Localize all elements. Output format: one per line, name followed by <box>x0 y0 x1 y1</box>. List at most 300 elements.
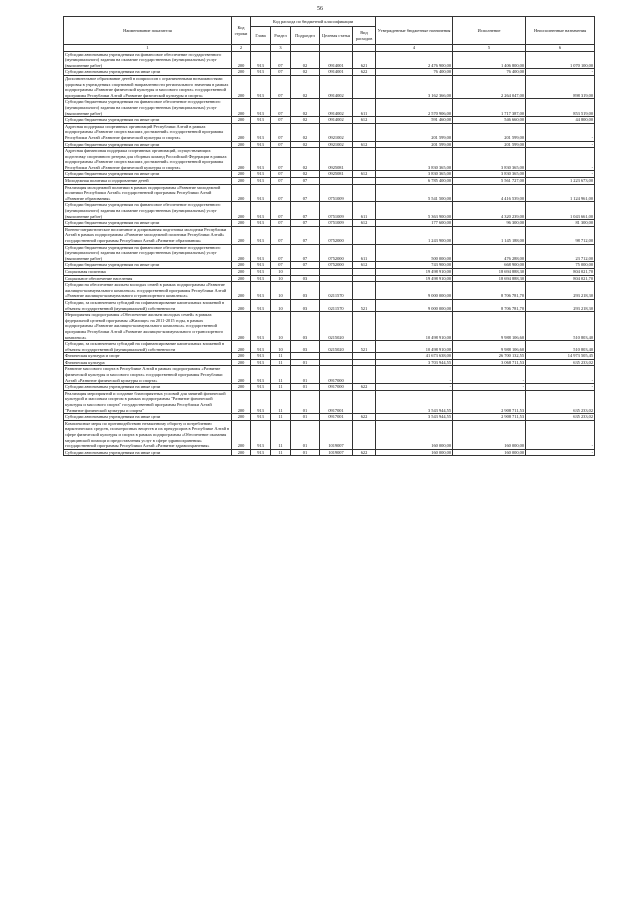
cell-chapter: 913 <box>251 366 271 384</box>
cell-row-code: 200 <box>232 390 251 413</box>
cell-executed: 2 264 047,00 <box>453 75 526 98</box>
cell-section: 10 <box>271 282 291 300</box>
cell-subsection: 07 <box>291 202 320 220</box>
cell-executed: 546 660,00 <box>453 117 526 124</box>
cell-row-code: 200 <box>232 341 251 353</box>
cell-section: 07 <box>271 123 291 141</box>
cell-executed: - <box>453 384 526 391</box>
cell-subsection: 07 <box>291 262 320 269</box>
cell-section: 11 <box>271 390 291 413</box>
cell-chapter: 913 <box>251 220 271 227</box>
cell-name: Субсидии автономным учреждениям на иные цели <box>64 69 232 76</box>
cell-section: 11 <box>271 359 291 366</box>
cell-name: Социальная политика <box>64 268 232 275</box>
index-cell: 6 <box>526 45 595 52</box>
cell-name: Субсидии бюджетным учреждениям на иные цели <box>64 117 232 124</box>
cell-row-code: 200 <box>232 220 251 227</box>
cell-exp-type: 611 <box>353 99 376 117</box>
cell-unexecuted: 44 800,00 <box>526 117 595 124</box>
cell-subsection: 01 <box>291 384 320 391</box>
cell-row-code: 200 <box>232 282 251 300</box>
cell-chapter: 913 <box>251 414 271 421</box>
cell-chapter: 913 <box>251 449 271 456</box>
table-row <box>64 268 595 275</box>
cell-chapter: 913 <box>251 359 271 366</box>
cell-name: Адресная поддержка спортивных организаций Республики Алтай в рамках подпрограммы «Развитие спорта высших достижений» государственной программы Республики Алтай «Развитие физической культуры и спорта» <box>64 123 232 141</box>
cell-subsection: 02 <box>291 123 320 141</box>
cell-name: Субсидии автономным учреждениям на финансовое обеспечение государственного (муниципального) задания на оказание государственных (муниципальных) услуг (выполнение работ) <box>64 51 232 69</box>
cell-approved: 3 703 944,55 <box>376 359 453 366</box>
cell-unexecuted: - <box>526 141 595 148</box>
cell-executed: 9 988 106,60 <box>453 341 526 353</box>
cell-name: Физическая культура <box>64 359 232 366</box>
cell-approved: 2 570 906,00 <box>376 99 453 117</box>
cell-approved: 500 000,00 <box>376 244 453 262</box>
cell-name: Субсидии бюджетным учреждениям на иные цели <box>64 220 232 227</box>
cell-subsection: 07 <box>291 226 320 244</box>
cell-unexecuted: 1 070 100,00 <box>526 51 595 69</box>
cell-section: 07 <box>271 226 291 244</box>
cell-approved: 19 498 910,00 <box>376 268 453 275</box>
cell-section: 10 <box>271 341 291 353</box>
cell-exp-type <box>353 359 376 366</box>
cell-section: 07 <box>271 51 291 69</box>
cell-chapter: 913 <box>251 420 271 449</box>
cell-subsection: 02 <box>291 75 320 98</box>
table-row <box>64 244 595 262</box>
cell-approved: 160 000,00 <box>376 449 453 456</box>
cell-approved: 41 673 638,00 <box>376 353 453 360</box>
cell-unexecuted: 14 973 505,45 <box>526 353 595 360</box>
cell-executed: 2 908 711,53 <box>453 390 526 413</box>
cell-name: Субсидии бюджетным учреждениям на финансовое обеспечение государственного (муниципального) задания на оказание государственных (муниципальных) услуг (выполнение работ) <box>64 244 232 262</box>
cell-exp-type <box>353 178 376 185</box>
cell-chapter: 913 <box>251 99 271 117</box>
cell-target: 0921002 <box>320 123 353 141</box>
cell-name: Субсидии бюджетным учреждениям на иные цели <box>64 171 232 178</box>
cell-row-code: 200 <box>232 299 251 311</box>
header-unexecuted: Неисполненные назначения <box>526 17 595 45</box>
cell-approved: 3 543 944,55 <box>376 414 453 421</box>
cell-chapter: 913 <box>251 312 271 341</box>
cell-approved: 3 162 366,00 <box>376 75 453 98</box>
cell-section: 07 <box>271 141 291 148</box>
cell-section: 11 <box>271 384 291 391</box>
cell-unexecuted: 23 712,00 <box>526 244 595 262</box>
cell-approved: 177 600,00 <box>376 220 453 227</box>
cell-approved: 6 785 400,00 <box>376 178 453 185</box>
cell-target <box>320 178 353 185</box>
cell-row-code: 200 <box>232 420 251 449</box>
table-row <box>64 384 595 391</box>
cell-exp-type <box>353 420 376 449</box>
cell-unexecuted: 898 319,00 <box>526 75 595 98</box>
cell-executed: 4 320 239,00 <box>453 202 526 220</box>
cell-name: Субсидии, за исключением субсидий на софинансирование капитальных вложений в объекты государственной (муниципальной) собственности <box>64 299 232 311</box>
cell-approved: - <box>376 384 453 391</box>
cell-section: 07 <box>271 117 291 124</box>
cell-chapter: 913 <box>251 171 271 178</box>
cell-unexecuted: - <box>526 366 595 384</box>
cell-target: 0917001 <box>320 390 353 413</box>
cell-target <box>320 353 353 360</box>
table-row <box>64 366 595 384</box>
cell-section: 07 <box>271 220 291 227</box>
cell-subsection: 02 <box>291 141 320 148</box>
cell-subsection <box>291 268 320 275</box>
cell-row-code: 200 <box>232 275 251 282</box>
table-row <box>64 341 595 353</box>
table-row <box>64 148 595 171</box>
cell-executed: 668 900,00 <box>453 262 526 269</box>
cell-name: Молодежная политика и оздоровление детей <box>64 178 232 185</box>
cell-name: Субсидии на обеспечение жильем молодых семей в рамках подпрограммы «Развитие жилищно-коммунального комплекса» государственной программы Республики Алтай «Развитие жилищно-коммунального и транспортного комплекса» <box>64 282 232 300</box>
cell-unexecuted: 635 233,02 <box>526 359 595 366</box>
cell-unexecuted: - <box>526 384 595 391</box>
cell-target: 0751009 <box>320 202 353 220</box>
cell-target: 0211570 <box>320 299 353 311</box>
cell-subsection: 02 <box>291 51 320 69</box>
cell-approved: 1 243 900,00 <box>376 226 453 244</box>
cell-name: Адресная финансовая поддержка спортивных организаций, осуществляющих подготовку спортивного резерва для сборных команд Российской Федерации в рамках подпрограммы «Развитие спорта высших достижений» государственной программы Республики Алтай «Развитие физической культуры и спорта» <box>64 148 232 171</box>
cell-target: 0914002 <box>320 75 353 98</box>
cell-approved: 10 498 910,00 <box>376 312 453 341</box>
table-row <box>64 353 595 360</box>
cell-subsection: 03 <box>291 299 320 311</box>
table-row <box>64 299 595 311</box>
cell-row-code: 200 <box>232 414 251 421</box>
cell-row-code: 200 <box>232 75 251 98</box>
cell-exp-type <box>353 282 376 300</box>
cell-name: Развитие массового спорта в Республике Алтай в рамках подпрограммы «Развитие физической культуры и массового спорта» государственной программы Республики Алтай «Развитие физической культуры и спорта» <box>64 366 232 384</box>
cell-row-code: 200 <box>232 359 251 366</box>
cell-executed: - <box>453 366 526 384</box>
cell-unexecuted: - <box>526 420 595 449</box>
table-row <box>64 75 595 98</box>
cell-executed: 18 694 888,30 <box>453 268 526 275</box>
cell-unexecuted: - <box>526 148 595 171</box>
table-row <box>64 69 595 76</box>
cell-exp-type <box>353 275 376 282</box>
cell-name: Субсидии бюджетным учреждениям на иные цели <box>64 262 232 269</box>
cell-executed: 8 706 781,70 <box>453 282 526 300</box>
cell-chapter: 913 <box>251 282 271 300</box>
cell-name: Субсидии бюджетным учреждениям на финансовое обеспечение государственного (муниципального) задания на оказание государственных (муниципальных) услуг (выполнение работ) <box>64 99 232 117</box>
cell-approved: - <box>376 366 453 384</box>
cell-exp-type: 611 <box>353 244 376 262</box>
cell-section: 07 <box>271 171 291 178</box>
cell-section: 11 <box>271 420 291 449</box>
cell-unexecuted: 635 233,02 <box>526 414 595 421</box>
table-row <box>64 414 595 421</box>
cell-name: Военно-патриотическое воспитание и допризывная подготовка молодежи Республики Алтай в рамках подпрограммы «Развитие молодежной политики Республики Алтай» государственной программы Республики Алтай «Развитие образования» <box>64 226 232 244</box>
cell-approved: 201 599,00 <box>376 123 453 141</box>
table-row <box>64 117 595 124</box>
cell-unexecuted: - <box>526 123 595 141</box>
cell-unexecuted: 804 021,70 <box>526 268 595 275</box>
cell-name: Мероприятия подпрограммы «Обеспечение жильем молодых семей» в рамках федеральной целевой программы «Жилище» на 2011-2015 годы, в рамках подпрограммы «Развитие жилищно-коммунального комплекса» государственной программы Республики Алтай «Развитие жилищно-коммунального и транспортного комплекса» <box>64 312 232 341</box>
table-row <box>64 178 595 185</box>
cell-target: 0752000 <box>320 262 353 269</box>
cell-target: 0914002 <box>320 117 353 124</box>
cell-row-code: 200 <box>232 51 251 69</box>
cell-approved: 743 900,00 <box>376 262 453 269</box>
index-cell: 5 <box>453 45 526 52</box>
cell-subsection: 01 <box>291 359 320 366</box>
cell-executed: 1 145 188,00 <box>453 226 526 244</box>
cell-target: 0215020 <box>320 312 353 341</box>
table-row <box>64 123 595 141</box>
cell-target: 0215020 <box>320 341 353 353</box>
index-cell <box>353 45 376 52</box>
cell-unexecuted: 1 043 661,00 <box>526 202 595 220</box>
cell-chapter: 913 <box>251 51 271 69</box>
table-row <box>64 275 595 282</box>
table-row <box>64 171 595 178</box>
cell-executed: 2 908 711,53 <box>453 414 526 421</box>
cell-section: 07 <box>271 75 291 98</box>
cell-subsection: 07 <box>291 178 320 185</box>
index-cell: 2 <box>232 45 251 52</box>
header-row-code: Код строки <box>232 17 251 45</box>
cell-exp-type <box>353 366 376 384</box>
cell-executed: 3 830 365,00 <box>453 171 526 178</box>
cell-section: 07 <box>271 244 291 262</box>
cell-approved: 2 476 900,00 <box>376 51 453 69</box>
cell-name: Субсидии автономным учреждениям на иные цели <box>64 449 232 456</box>
cell-chapter: 913 <box>251 184 271 202</box>
header-approved: Утвержденные бюджетные назначения <box>376 17 453 45</box>
cell-row-code: 200 <box>232 178 251 185</box>
cell-exp-type: 612 <box>353 220 376 227</box>
cell-section: 07 <box>271 178 291 185</box>
cell-chapter: 913 <box>251 262 271 269</box>
cell-section: 11 <box>271 414 291 421</box>
cell-name: Субсидии автономным учреждениям на иные цели <box>64 414 232 421</box>
cell-executed: 1 406 800,00 <box>453 51 526 69</box>
cell-row-code: 200 <box>232 99 251 117</box>
cell-chapter: 913 <box>251 123 271 141</box>
cell-subsection: 02 <box>291 117 320 124</box>
table-row <box>64 99 595 117</box>
index-cell: 4 <box>376 45 453 52</box>
cell-target: 0921002 <box>320 141 353 148</box>
cell-approved: 9 000 000,00 <box>376 299 453 311</box>
cell-executed: 18 694 888,30 <box>453 275 526 282</box>
cell-unexecuted: 293 218,30 <box>526 299 595 311</box>
cell-approved: 10 498 910,00 <box>376 341 453 353</box>
table-row <box>64 449 595 456</box>
cell-chapter: 913 <box>251 268 271 275</box>
cell-chapter: 913 <box>251 178 271 185</box>
cell-unexecuted: 635 233,02 <box>526 390 595 413</box>
cell-target: 0751009 <box>320 220 353 227</box>
cell-exp-type <box>353 226 376 244</box>
cell-executed: 476 288,00 <box>453 244 526 262</box>
cell-executed: 76 400,00 <box>453 69 526 76</box>
cell-executed: 5 561 727,00 <box>453 178 526 185</box>
cell-chapter: 913 <box>251 69 271 76</box>
cell-chapter: 913 <box>251 275 271 282</box>
cell-row-code: 200 <box>232 148 251 171</box>
cell-unexecuted: 1 223 673,00 <box>526 178 595 185</box>
cell-row-code: 200 <box>232 353 251 360</box>
cell-row-code: 200 <box>232 184 251 202</box>
cell-section: 11 <box>271 366 291 384</box>
cell-approved: 19 498 910,00 <box>376 275 453 282</box>
cell-executed: 1 717 387,00 <box>453 99 526 117</box>
cell-unexecuted: 293 218,30 <box>526 282 595 300</box>
cell-section: 10 <box>271 268 291 275</box>
cell-target: 0914001 <box>320 51 353 69</box>
cell-section: 07 <box>271 202 291 220</box>
cell-section: 07 <box>271 99 291 117</box>
cell-name: Субсидии бюджетным учреждениям на иные цели <box>64 141 232 148</box>
cell-approved: 5 541 500,00 <box>376 184 453 202</box>
cell-target: 1019007 <box>320 449 353 456</box>
cell-unexecuted: 510 803,40 <box>526 312 595 341</box>
cell-name: Субсидии автономным учреждениям на иные цели <box>64 384 232 391</box>
cell-target: 1019007 <box>320 420 353 449</box>
header-section: Раздел <box>271 27 291 45</box>
cell-approved: 3 830 365,00 <box>376 171 453 178</box>
cell-row-code: 200 <box>232 244 251 262</box>
index-cell <box>320 45 353 52</box>
cell-executed: 3 830 365,00 <box>453 148 526 171</box>
cell-target: 0917000 <box>320 384 353 391</box>
cell-subsection: 07 <box>291 220 320 227</box>
cell-exp-type: 521 <box>353 299 376 311</box>
cell-section: 10 <box>271 312 291 341</box>
cell-approved: 5 363 900,00 <box>376 202 453 220</box>
cell-exp-type: 622 <box>353 414 376 421</box>
cell-chapter: 913 <box>251 353 271 360</box>
cell-approved: 160 000,00 <box>376 420 453 449</box>
table-row <box>64 226 595 244</box>
cell-chapter: 913 <box>251 117 271 124</box>
cell-chapter: 913 <box>251 75 271 98</box>
cell-exp-type: 612 <box>353 141 376 148</box>
cell-section: 07 <box>271 69 291 76</box>
budget-table <box>63 16 595 456</box>
cell-chapter: 913 <box>251 148 271 171</box>
header-subsection: Подраздел <box>291 27 320 45</box>
cell-name: Дополнительное образование детей в поприсосов с ограниченными возможностями здоровья в учреждениях спортивной направленности регионального значения в рамках подпрограммы «Развитие физической культуры и массового спорта» государственной программы Республики Алтай «Развитие физической культуры и спорта» <box>64 75 232 98</box>
cell-subsection: 03 <box>291 341 320 353</box>
cell-chapter: 913 <box>251 202 271 220</box>
cell-name: Реализация мероприятий и создание благоприятных условий для занятий физической культурой и массовым спортом в рамках подпрограммы "Развитие физической культуры и массового спорта" государственной программы Республики Алтай "Развитие физической культуры и спорта" <box>64 390 232 413</box>
cell-row-code: 200 <box>232 366 251 384</box>
header-name: Наименование показателя <box>64 17 232 45</box>
cell-name: Комплексные меры по противодействию незаконному обороту и потреблению наркотических средств, психотропных веществ и их прекурсоров в Республике Алтай в сфере физической культуры и спорта в рамках подпрограммы «Обеспечение оказания медицинской помощи и предоставления услуг в сфере здравоохранения» государственной программы Республики Алтай «Развитие здравоохранения» <box>64 420 232 449</box>
cell-subsection: 02 <box>291 69 320 76</box>
cell-target: 0917001 <box>320 414 353 421</box>
cell-unexecuted: 81 300,00 <box>526 220 595 227</box>
cell-section: 10 <box>271 275 291 282</box>
cell-exp-type: 612 <box>353 117 376 124</box>
cell-subsection: 02 <box>291 99 320 117</box>
cell-row-code: 200 <box>232 268 251 275</box>
cell-unexecuted: 98 712,00 <box>526 226 595 244</box>
cell-unexecuted: 1 124 961,00 <box>526 184 595 202</box>
cell-subsection: 03 <box>291 282 320 300</box>
index-cell <box>251 45 271 52</box>
cell-section: 07 <box>271 148 291 171</box>
cell-subsection: 02 <box>291 171 320 178</box>
cell-row-code: 200 <box>232 69 251 76</box>
cell-row-code: 200 <box>232 226 251 244</box>
cell-subsection: 01 <box>291 414 320 421</box>
cell-exp-type: 611 <box>353 202 376 220</box>
table-row <box>64 220 595 227</box>
cell-approved: 591 460,00 <box>376 117 453 124</box>
cell-target: 0925081 <box>320 148 353 171</box>
cell-exp-type <box>353 353 376 360</box>
table-row <box>64 312 595 341</box>
cell-chapter: 913 <box>251 226 271 244</box>
cell-row-code: 200 <box>232 117 251 124</box>
header-executed: Исполнение <box>453 17 526 45</box>
cell-exp-type <box>353 148 376 171</box>
cell-executed: 160 000,00 <box>453 420 526 449</box>
cell-subsection: 02 <box>291 148 320 171</box>
cell-exp-type: 621 <box>353 51 376 69</box>
cell-name: Физическая культура и спорт <box>64 353 232 360</box>
cell-executed: 4 416 539,00 <box>453 184 526 202</box>
table-row <box>64 141 595 148</box>
cell-exp-type: 622 <box>353 449 376 456</box>
cell-subsection <box>291 353 320 360</box>
index-cell: 3 <box>271 45 291 52</box>
cell-exp-type: 612 <box>353 262 376 269</box>
cell-approved: 3 830 365,00 <box>376 148 453 171</box>
cell-row-code: 200 <box>232 141 251 148</box>
cell-row-code: 200 <box>232 312 251 341</box>
cell-row-code: 200 <box>232 262 251 269</box>
cell-exp-type <box>353 390 376 413</box>
cell-row-code: 200 <box>232 384 251 391</box>
table-row <box>64 282 595 300</box>
cell-name: Субсидии бюджетным учреждениям на финансовое обеспечение государственного (муниципального) задания на оказание государственных (муниципальных) услуг (выполнение работ) <box>64 202 232 220</box>
cell-target: 0752000 <box>320 244 353 262</box>
cell-executed: 26 700 132,55 <box>453 353 526 360</box>
cell-row-code: 200 <box>232 171 251 178</box>
index-cell: 1 <box>64 45 232 52</box>
cell-executed: 201 599,00 <box>453 123 526 141</box>
cell-subsection: 01 <box>291 390 320 413</box>
table-row <box>64 359 595 366</box>
cell-approved: 3 543 944,55 <box>376 390 453 413</box>
cell-target <box>320 359 353 366</box>
cell-subsection: 01 <box>291 449 320 456</box>
cell-unexecuted: 804 021,70 <box>526 275 595 282</box>
cell-target: 0914001 <box>320 69 353 76</box>
cell-section: 07 <box>271 262 291 269</box>
cell-section: 07 <box>271 184 291 202</box>
index-row <box>64 45 595 52</box>
cell-subsection: 07 <box>291 184 320 202</box>
cell-unexecuted: 510 803,40 <box>526 341 595 353</box>
header-chapter: Глава <box>251 27 271 45</box>
cell-unexecuted: 853 519,00 <box>526 99 595 117</box>
header-exp-type: Вид расходов <box>353 27 376 45</box>
cell-target: 0751009 <box>320 184 353 202</box>
cell-unexecuted: - <box>526 171 595 178</box>
cell-row-code: 200 <box>232 123 251 141</box>
cell-chapter: 913 <box>251 384 271 391</box>
table-row <box>64 51 595 69</box>
cell-target: 0211570 <box>320 282 353 300</box>
